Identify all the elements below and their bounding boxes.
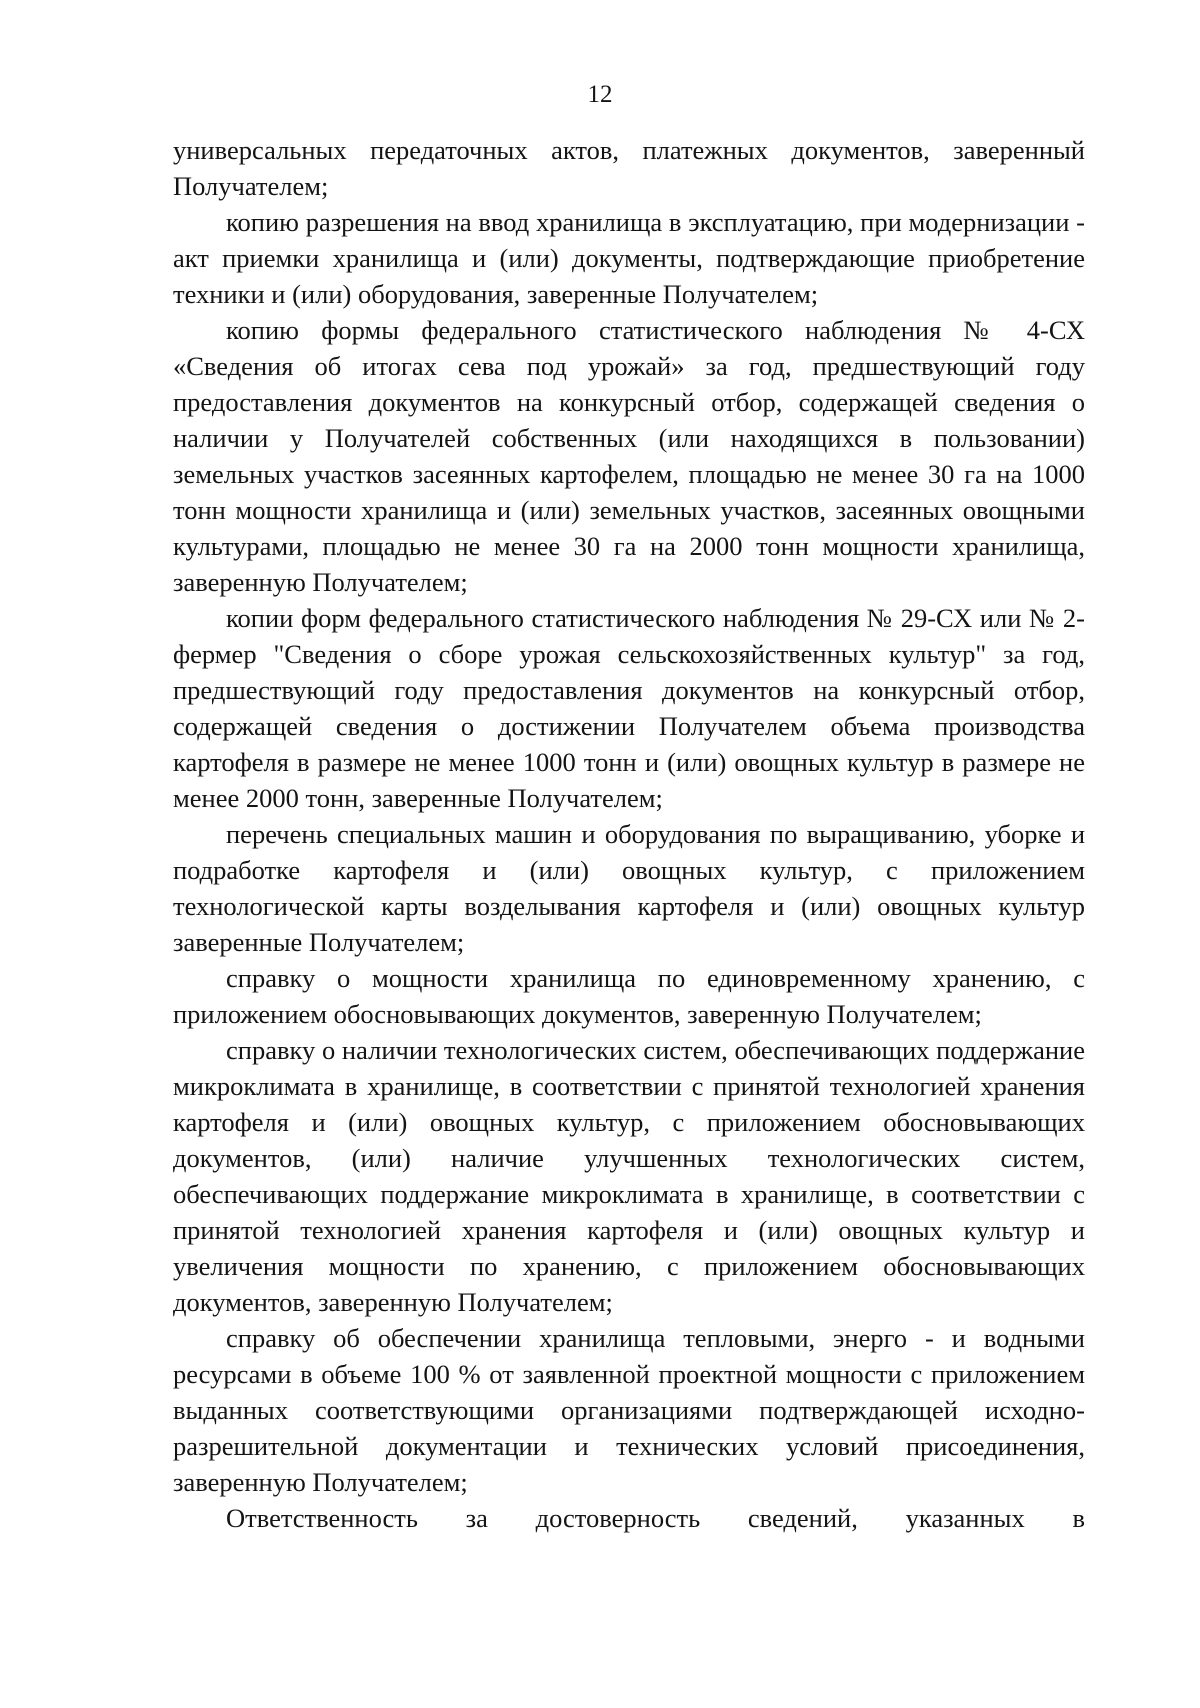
paragraph: справку об обеспечении хранилища тепловыми, энерго - и водными ресурсами в объеме 100 % от заявленной проектной мощности с приложением выданных соответствующими организациями подтверждающей исходно-разрешительной документации и технических условий присоединения, заверенную Получателем; — [173, 1323, 1085, 1497]
paragraph: универсальных передаточных актов, платежных документов, заверенный Получателем; — [173, 135, 1085, 201]
paragraph: копию формы федерального статистического наблюдения № 4-СХ «Сведения об итогах сева под урожай» за год, предшествующий году предоставления документов на конкурсный отбор, содержащей сведения о наличии у Получателей собственных (или находящихся в пользовании) земельных участков засеянных картофелем, площадью не менее 30 га на 1000 тонн мощности хранилища и (или) земельных участков, засеянных овощными культурами, площадью не менее 30 га на 2000 тонн мощности хранилища, заверенную Получателем; — [173, 315, 1085, 597]
paragraph: копию разрешения на ввод хранилища в эксплуатацию, при модернизации - акт приемки хранилища и (или) документы, подтверждающие приобретение техники и (или) оборудования, заверенные Получателем; — [173, 207, 1085, 309]
paragraph: справку о мощности хранилища по единовременному хранению, с приложением обосновывающих документов, заверенную Получателем; — [173, 963, 1085, 1029]
paragraph: копии форм федерального статистического наблюдения № 29-СХ или № 2-фермер "Сведения о сборе урожая сельскохозяйственных культур" за год, предшествующий году предоставления документов на конкурсный отбор, содержащей сведения о достижении Получателем объема производства картофеля в размере не менее 1000 тонн и (или) овощных культур в размере не менее 2000 тонн, заверенные Получателем; — [173, 603, 1085, 813]
paragraph: справку о наличии технологических систем, обеспечивающих поддержание микроклимата в хранилище, в соответствии с принятой технологией хранения картофеля и (или) овощных культур, с приложением обосновывающих документов, (или) наличие улучшенных технологических систем, обеспечивающих поддержание микроклимата в хранилище, в соответствии с принятой технологией хранения картофеля и (или) овощных культур и увеличения мощности по хранению, с приложением обосновывающих документов, заверенную Получателем; — [173, 1035, 1085, 1317]
document-body — [173, 132, 1085, 1536]
paragraph: Ответственность за достоверность сведений, указанных в — [226, 1503, 1085, 1533]
page-number: 12 — [587, 81, 613, 108]
paragraph: перечень специальных машин и оборудования по выращиванию, уборке и подработке картофеля и (или) овощных культур, с приложением технологической карты возделывания картофеля и (или) овощных культур заверенные Получателем; — [173, 819, 1085, 957]
